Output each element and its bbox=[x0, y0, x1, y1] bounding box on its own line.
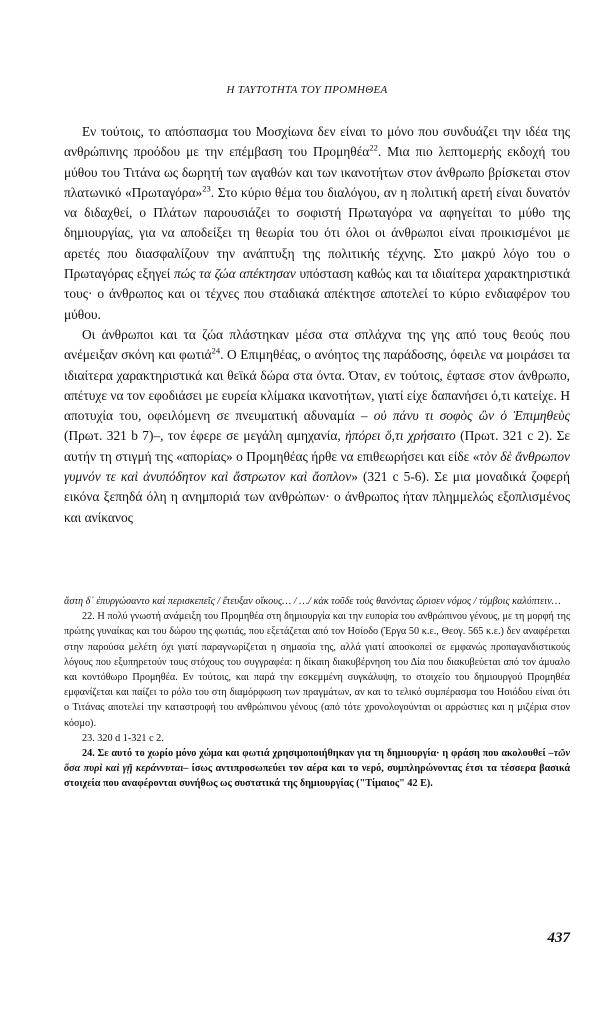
footnote-continuation: ἄστη δ᾽ ἐπυργώσαντο καὶ περισκεπεῖς / ἔτευξαν οἴκους… / …/ κἀκ τοῦδε τοὺς θανόντας ὥρισεν νόμος / τύμβοις καλύπτειν… bbox=[64, 596, 561, 607]
italic-run: τὸν δὲ ἄνθρωπον γυμνόν τε καὶ ἀνυπόδητον καὶ ἄστρωτον καὶ ἄοπλον bbox=[64, 448, 570, 485]
footnote-22: 22. Η πολύ γνωστή ανάμειξη του Προμηθέα στη δημιουργία και την ευπορία του ανθρώπινου γένους, με τη μορφή της πρώτης γυναίκας και του δώρου της φωτιάς, που εξετάζεται από τον Ησίοδο (Έργα 50 κ.ε., Θεογ. 565 κ.ε.) δεν αναφέρεται στην παρούσα μελέτη όχι γιατί παραγνωρίζεται η σημασία της, αλλά γιατί αποσκοπεί σε εμφανώς προπαγανδιστικούς λόγους που εξυπηρετούν τους στόχους του συγγραφέα: η δίκαιη διακυβέρνηση του Δία που διακυβεύεται από τον άμυαλο και κοντόθωρο Προμηθέα. Εν τούτοις, και παρά την εσκεμμένη συγκάλυψη, το στοιχείο του δημιουργού Προμηθέα εμφανίζεται και παίζει το ρόλο του στη διαμόρφωση των πραγμάτων, αν και το τελικό συμπέρασμα του Ησιόδου είναι ότι ο Τιτάνας αποτελεί την καταστροφή του ανθρώπινου γένους (από τότε χρονολογούνται οι αρρώστιες και η μιζέρια στον κόσμο). bbox=[64, 611, 570, 729]
text-run: Εν τούτοις, το απόσπασμα του Μοσχίωνα δεν είναι το μόνο που συνδυάζει την ιδέα της ανθρώπινης προόδου με την επέμβαση του Προμηθέα bbox=[64, 124, 570, 160]
footnote-23: 23. 320 d 1-321 c 2. bbox=[82, 732, 164, 744]
text-run: (Πρωτ. 321 c 2). Σε αυτήν τη στιγμή της «απορίας» ο Προμηθέας ήρθε να επιθεωρήσει και είδε « bbox=[64, 428, 570, 464]
footnote-24 bbox=[64, 746, 570, 792]
text-run: Οι άνθρωποι και τα ζώα πλάστηκαν μέσα στα σπλάχνα της γης από τους θεούς που ανέμειξαν σκόνη και φωτιά bbox=[64, 326, 570, 363]
footnotes bbox=[64, 594, 570, 792]
text-run: . Στο κύριο θέμα του διαλόγου, αν η πολιτική αρετή είναι δυνατόν να διδαχθεί, ο Πλάτων παρουσιάζει το σοφιστή Πρωταγόρα να αφηγείται το μύθο της δημιουργίας, για να αποδείξει τη θεωρία του ότι όλοι οι άνθρωποι είναι προικισμένοι με αρετές που διασφαλίζουν την ανάπτυξη της πολιτικής τέχνης. Στο μακρύ λόγο του ο Πρωταγόρας εξηγεί bbox=[64, 184, 570, 282]
text-run: » (321 c 5-6). Σε μια μοναδικά ζοφερή εικόνα ξεπηδά όλη η ανημποριά των ανθρώπων· ο άνθρωπος ήταν πλημμελώς εξοπλισμένος και ανίκανος bbox=[64, 469, 570, 525]
footnote-text: 24. Σε αυτό το χωρίο μόνο χώμα και φωτιά χρησιμοποιήθηκαν για τη δημιουργία· η φράση που ακολουθεί – bbox=[82, 748, 554, 760]
main-text bbox=[64, 122, 570, 528]
paragraph bbox=[64, 122, 570, 325]
footnote-ref[interactable]: 22 bbox=[369, 142, 378, 153]
italic-run: πώς τα ζώα απέκτησαν bbox=[174, 266, 296, 282]
text-run: . Ο Επιμηθέας, ο ανόητος της παράδοσης, όφειλε να μοιράσει τα ιδιαίτερα χαρακτηριστικά και θεϊκά δώρα στα όντα. Όταν, εν τούτοις, έφτασε στον άνθρωπο, απέτυχε να τον εφοδιάσει με ευρεία κλίμακα ικανοτήτων, γιατί είχε δαπανήσει ό,τι κατείχε. Η αποτυχία του, οφειλόμενη σε πνευματική αδυναμία – bbox=[64, 347, 570, 424]
footnote-text: – ίσως αντιπροσωπεύει τον αέρα και το νερό, συμπληρώνοντας έτσι τα τέσσερα βασικά στοιχεία που αναφέρονται συνήθως ως συστατικά της δημιουργίας ("Τίμαιος" 42 Ε). bbox=[64, 763, 571, 790]
footnote-ref[interactable]: 24 bbox=[211, 345, 221, 356]
running-head: Η ΤΑΥΤΟΤΗΤΑ ΤΟΥ ΠΡΟΜΗΘΕΑ bbox=[226, 84, 388, 96]
text-run: . Μια πιο λεπτομερής εκδοχή του μύθου του Τιτάνα ως δωρητή των αγαθών και των ικανοτήτων στον άνθρωπο βρίσκεται στον πλατωνικό «Πρωταγόρα» bbox=[64, 144, 570, 200]
text-run: (Πρωτ. 321 b 7)–, τον έφερε σε μεγάλη αμηχανία, bbox=[64, 428, 346, 444]
italic-run: ἠπόρει ὅ,τι χρήσαιτο bbox=[345, 428, 456, 444]
footnote-ref[interactable]: 23 bbox=[202, 183, 211, 194]
paragraph bbox=[64, 325, 570, 528]
italic-run: οὐ πάνυ τι σοφὸς ὢν ὁ Ἐπιμηθεὺς bbox=[373, 408, 570, 424]
text-run: υπόσταση καθώς και τα ιδιαίτερα χαρακτηριστικά τους· ο άνθρωπος και οι τέχνες που σταδιακά απέκτησε αποτελεί το κύριο ενδιαφέρον του μύθου. bbox=[64, 266, 570, 322]
page-number: 437 bbox=[547, 930, 570, 946]
footnote-italic: τῶν ὅσα πυρὶ καὶ γῇ κεράννυται bbox=[64, 748, 570, 775]
